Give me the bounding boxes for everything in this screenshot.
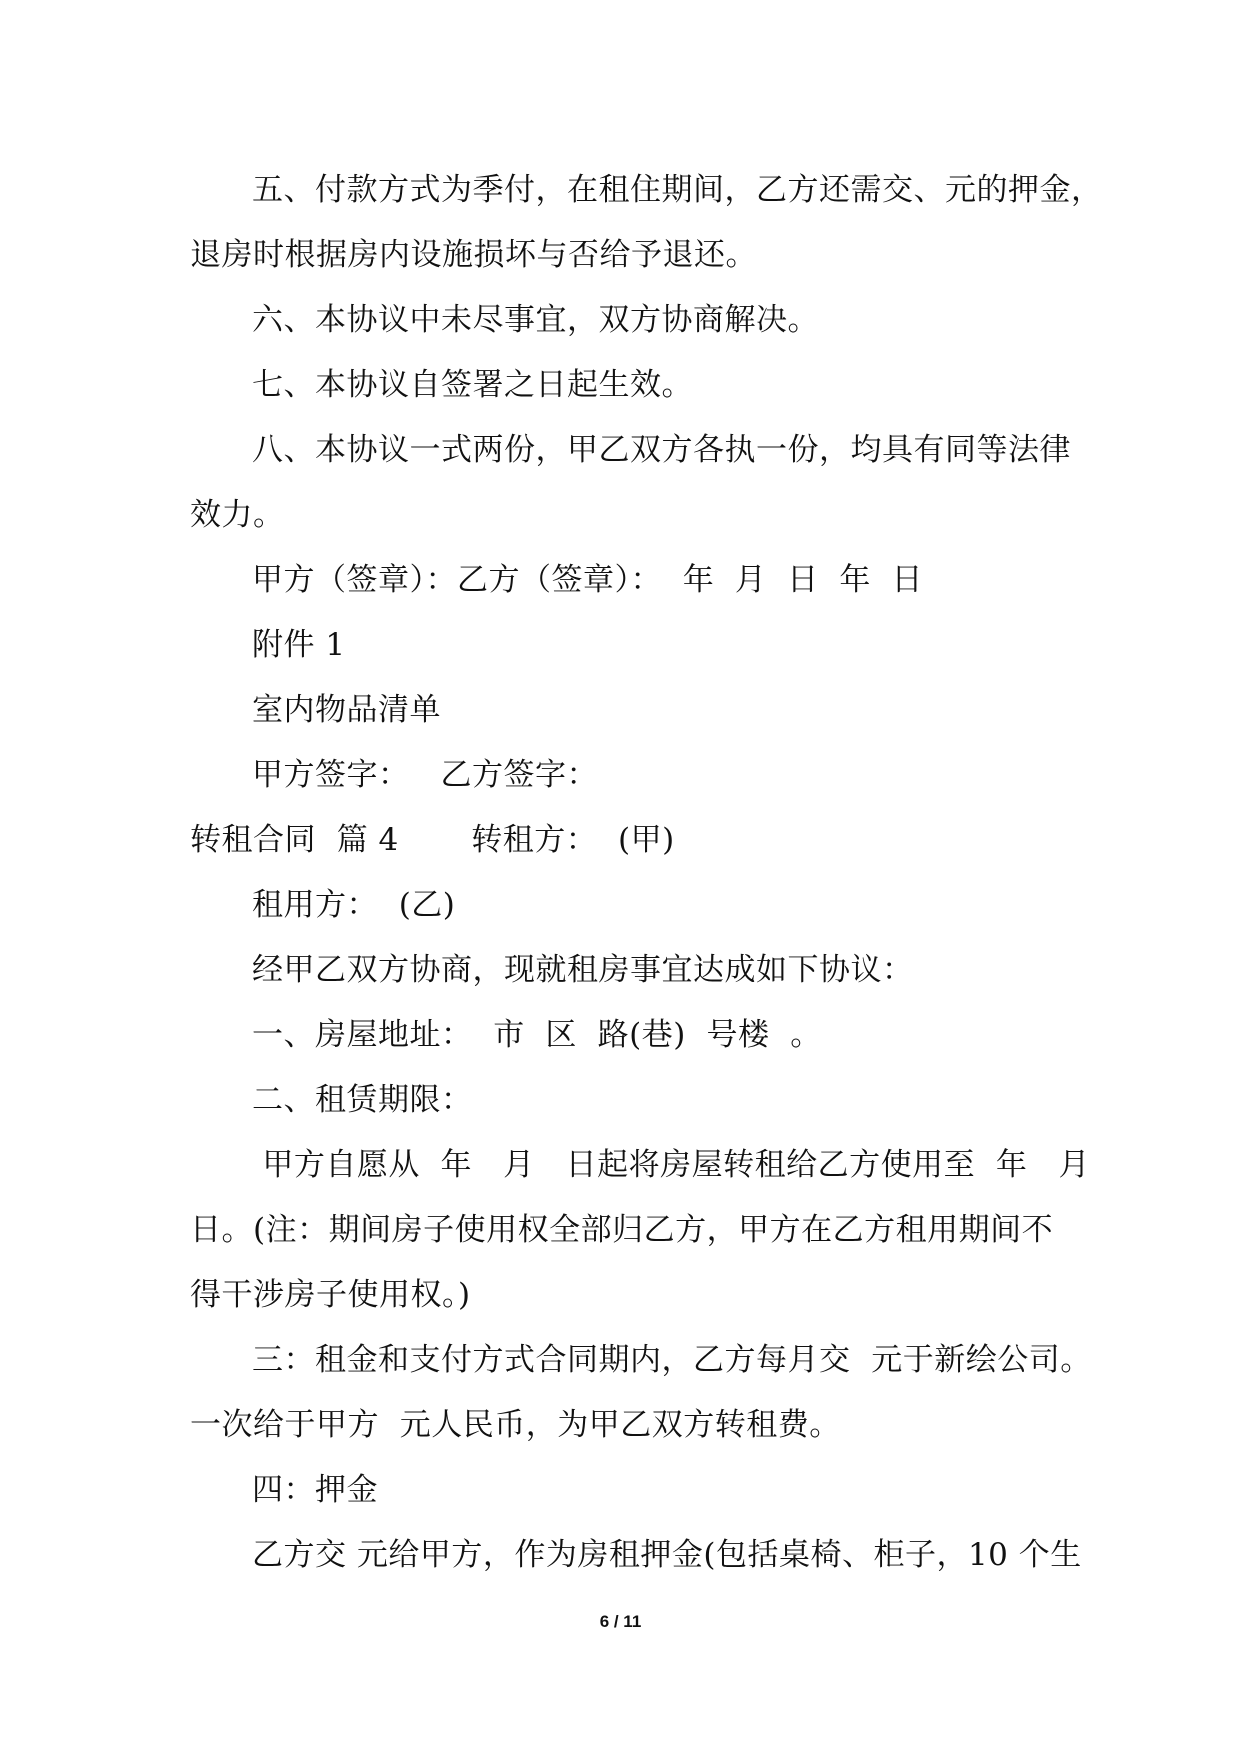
paragraph-line: 六、本协议中未尽事宜，双方协商解决。 xyxy=(252,302,819,338)
page-number: 6 / 11 xyxy=(599,1612,642,1631)
paragraph-line: 三：租金和支付方式合同期内，乙方每月交 元于新绘公司。 xyxy=(252,1342,1092,1378)
paragraph-line: 室内物品清单 xyxy=(252,692,441,728)
paragraph-line: 退房时根据房内设施损坏与否给予退还。 xyxy=(190,237,757,273)
paragraph-line: 日。(注：期间房子使用权全部归乙方，甲方在乙方租用期间不 xyxy=(190,1212,1054,1248)
paragraph-line: 附件 1 xyxy=(252,627,346,663)
paragraph-line: 得干涉房子使用权。) xyxy=(190,1277,471,1313)
paragraph-line: 甲方签字： 乙方签字： xyxy=(252,757,599,793)
paragraph-line: 乙方交 元给甲方，作为房租押金(包括桌椅、柜子，10 个生 xyxy=(252,1537,1082,1573)
paragraph-line: 转租合同 篇 4 转租方： (甲) xyxy=(190,822,675,858)
paragraph-line: 租用方： (乙) xyxy=(252,887,456,923)
document-body xyxy=(190,158,1103,1588)
paragraph-line: 八、本协议一式两份，甲乙双方各执一份，均具有同等法律 xyxy=(252,432,1071,468)
paragraph-line: 甲方（签章）：乙方（签章）： 年 月 日 年 日 xyxy=(252,562,924,598)
paragraph-line: 甲方自愿从 年 月 日起将房屋转租给乙方使用至 年 月 xyxy=(252,1147,1090,1183)
paragraph-line: 七、本协议自签署之日起生效。 xyxy=(252,367,693,403)
paragraph-line: 五、付款方式为季付，在租住期间，乙方还需交、元的押金， xyxy=(252,172,1103,208)
paragraph-line: 二、租赁期限： xyxy=(252,1082,473,1118)
paragraph-line: 四：押金 xyxy=(252,1472,378,1508)
paragraph-line: 一、房屋地址： 市 区 路(巷) 号楼 。 xyxy=(252,1017,822,1053)
paragraph-line: 经甲乙双方协商，现就租房事宜达成如下协议： xyxy=(252,952,914,988)
paragraph-line: 效力。 xyxy=(190,497,285,533)
paragraph-line: 一次给于甲方 元人民币，为甲乙双方转租费。 xyxy=(190,1407,841,1443)
